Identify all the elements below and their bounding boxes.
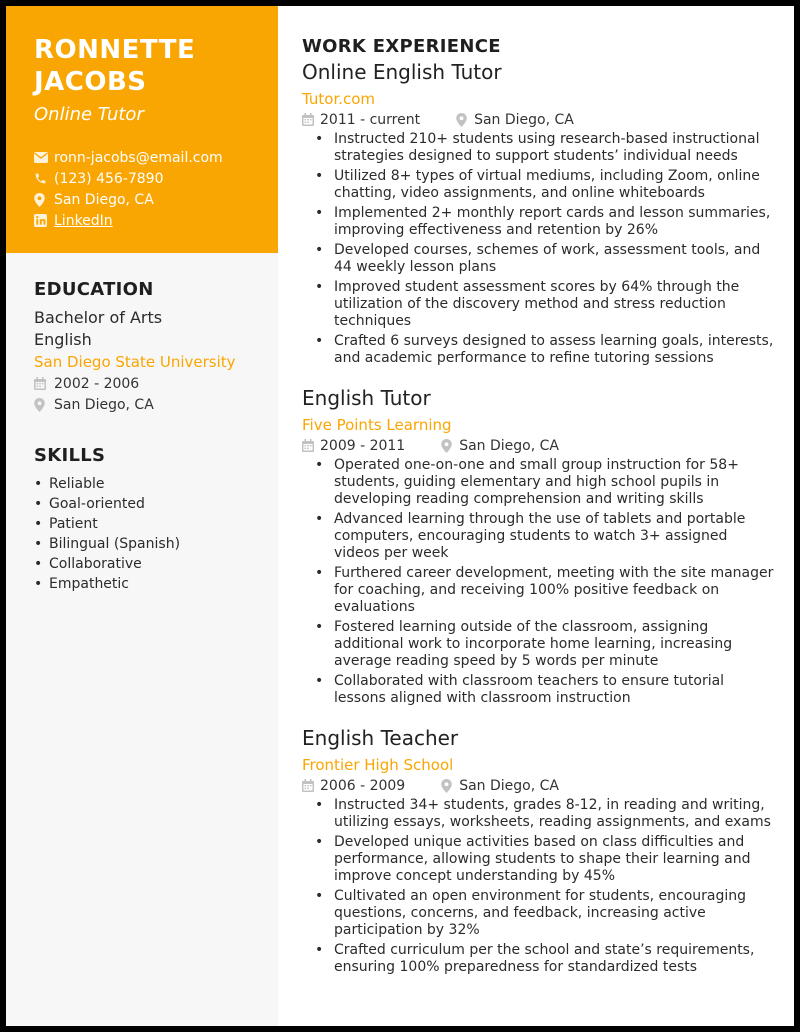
bullet-item: • Cultivated an open environment for students, encouraging questions, concerns, and feedback, increasing active participation by 32% <box>302 888 774 939</box>
contact-list <box>34 147 258 231</box>
bullet-item: • Developed unique activities based on class difficulties and performance, allowing students to shape their learning and improve concept understanding by 45% <box>302 834 774 885</box>
job-location: San Diego, CA <box>459 777 559 794</box>
map-pin-icon <box>34 193 54 207</box>
education-location-text: San Diego, CA <box>54 396 154 413</box>
map-pin-icon <box>441 439 459 453</box>
calendar-icon <box>34 377 54 390</box>
skill-item: • Patient <box>34 514 258 534</box>
skills-heading: SKILLS <box>34 445 106 466</box>
education-dates-text: 2002 - 2006 <box>54 375 140 392</box>
major: English <box>34 330 92 349</box>
bullet-item: • Crafted 6 surveys designed to assess learning goals, interests, and academic performance to refine tutoring sessions <box>302 333 774 367</box>
skill-item: • Goal-oriented <box>34 494 258 514</box>
school-name: San Diego State University <box>34 353 236 371</box>
skills-section <box>6 415 278 594</box>
phone-text: (123) 456-7890 <box>54 170 164 187</box>
job-entry <box>302 59 774 367</box>
education-dates <box>34 373 258 394</box>
job-title: English Tutor <box>302 386 431 410</box>
job-bullets <box>302 131 774 367</box>
envelope-icon <box>34 152 54 163</box>
job-dates: 2009 - 2011 <box>320 437 406 454</box>
contact-location <box>34 189 258 210</box>
calendar-icon <box>302 113 320 126</box>
skills-list <box>34 474 258 594</box>
job-location: San Diego, CA <box>474 111 574 128</box>
main-content <box>278 6 794 1026</box>
job-entry <box>302 725 774 976</box>
job-dates: 2011 - current <box>320 111 421 128</box>
skill-item: • Empathetic <box>34 574 258 594</box>
bullet-item: • Advanced learning through the use of tablets and portable computers, encouraging students to watch 3+ assigned videos per week <box>302 511 774 562</box>
company-name: Five Points Learning <box>302 416 452 434</box>
job-dates: 2006 - 2009 <box>320 777 406 794</box>
bullet-item: • Operated one-on-one and small group instruction for 58+ students, guiding elementary and high school pupils in developing reading comprehension and writing skills <box>302 457 774 508</box>
job-title: English Teacher <box>302 726 459 750</box>
bullet-item: • Implemented 2+ monthly report cards and lesson summaries, improving effectiveness and retention by 26% <box>302 205 774 239</box>
linkedin-icon <box>34 214 54 227</box>
company-name: Frontier High School <box>302 756 454 774</box>
map-pin-icon <box>441 779 459 793</box>
phone-icon <box>34 172 54 185</box>
contact-phone <box>34 168 258 189</box>
education-location <box>34 394 258 415</box>
job-meta <box>302 436 774 455</box>
bullet-item: • Fostered learning outside of the classroom, assigning additional work to incorporate home learning, increasing average reading speed by 5 words per minute <box>302 619 774 670</box>
work-experience-heading: WORK EXPERIENCE <box>302 36 501 57</box>
company-name: Tutor.com <box>302 90 376 108</box>
education-section <box>6 253 278 415</box>
skill-item: • Bilingual (Spanish) <box>34 534 258 554</box>
name-line-1: RONNETTE <box>34 35 196 65</box>
sidebar <box>6 6 278 1026</box>
education-heading: EDUCATION <box>34 279 154 300</box>
degree: Bachelor of Arts <box>34 308 163 327</box>
profile-header <box>6 6 278 253</box>
bullet-item: • Instructed 34+ students, grades 8-12, in reading and writing, utilizing essays, worksheets, reading assignments, and exams <box>302 797 774 831</box>
job-title: Online English Tutor <box>302 60 502 84</box>
job-location: San Diego, CA <box>459 437 559 454</box>
location-text: San Diego, CA <box>54 191 154 208</box>
candidate-name <box>34 34 258 98</box>
name-line-2: JACOBS <box>34 67 147 97</box>
calendar-icon <box>302 779 320 792</box>
skill-item: • Reliable <box>34 474 258 494</box>
skill-item: • Collaborative <box>34 554 258 574</box>
bullet-item: • Improved student assessment scores by 64% through the utilization of the discovery method and stress reduction techniques <box>302 279 774 330</box>
calendar-icon <box>302 439 320 452</box>
job-entry <box>302 385 774 707</box>
candidate-title: Online Tutor <box>34 104 144 125</box>
email-text: ronn-jacobs@email.com <box>54 149 223 166</box>
job-meta <box>302 776 774 795</box>
contact-email <box>34 147 258 168</box>
bullet-item: • Utilized 8+ types of virtual mediums, including Zoom, online chatting, video assignments, and online whiteboards <box>302 168 774 202</box>
map-pin-icon <box>34 398 54 412</box>
bullet-item: • Instructed 210+ students using research-based instructional strategies designed to support students’ individual needs <box>302 131 774 165</box>
bullet-item: • Furthered career development, meeting with the site manager for coaching, and receiving 100% positive feedback on evaluations <box>302 565 774 616</box>
linkedin-link[interactable]: LinkedIn <box>54 212 113 229</box>
job-bullets <box>302 457 774 707</box>
map-pin-icon <box>456 113 474 127</box>
bullet-item: • Developed courses, schemes of work, assessment tools, and 44 weekly lesson plans <box>302 242 774 276</box>
job-bullets <box>302 797 774 976</box>
contact-linkedin <box>34 210 258 231</box>
bullet-item: • Crafted curriculum per the school and state’s requirements, ensuring 100% preparedness for standardized tests <box>302 942 774 976</box>
job-meta <box>302 110 774 129</box>
bullet-item: • Collaborated with classroom teachers to ensure tutorial lessons aligned with classroom instruction <box>302 673 774 707</box>
resume-page <box>6 6 794 1026</box>
